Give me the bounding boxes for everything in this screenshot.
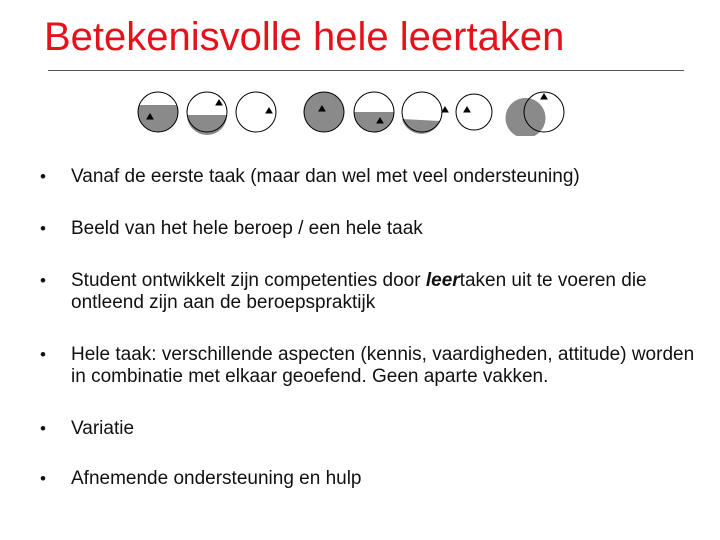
- bullet-item-5: • Variatie: [40, 418, 135, 439]
- bullet-item-4: • Hele taak: verschillende aspecten (kennis, vaardigheden, attitude) worden in combinatie met elkaar geoefend. Geen aparte vakken.: [40, 344, 695, 387]
- bullet-item-3: • Student ontwikkelt zijn competenties door leertaken uit te voeren die ontleend zijn aan de beroepspraktijk: [40, 270, 647, 313]
- task-circle-7: [456, 94, 492, 130]
- bullet-item-2: • Beeld van het hele beroep / een hele taak: [40, 218, 423, 239]
- bullet-item-6: • Afnemende ondersteuning en hulp: [40, 468, 362, 489]
- task-circle-6: [402, 92, 448, 134]
- task-circle-2: [187, 92, 227, 135]
- task-circle-3: [236, 92, 276, 132]
- task-circle-5: [354, 92, 394, 132]
- task-circle-1: [138, 92, 178, 132]
- bullet-item-1: • Vanaf de eerste taak (maar dan wel met veel ondersteuning): [40, 166, 580, 187]
- task-circle-8: [506, 92, 565, 136]
- bullet-list: [40, 166, 700, 490]
- emphasis-leer: leer: [425, 270, 460, 291]
- title-divider: [48, 70, 684, 71]
- slide-title: Betekenisvolle hele leertaken: [44, 15, 565, 59]
- task-circles-diagram: [134, 88, 574, 136]
- task-circle-4: [304, 92, 344, 132]
